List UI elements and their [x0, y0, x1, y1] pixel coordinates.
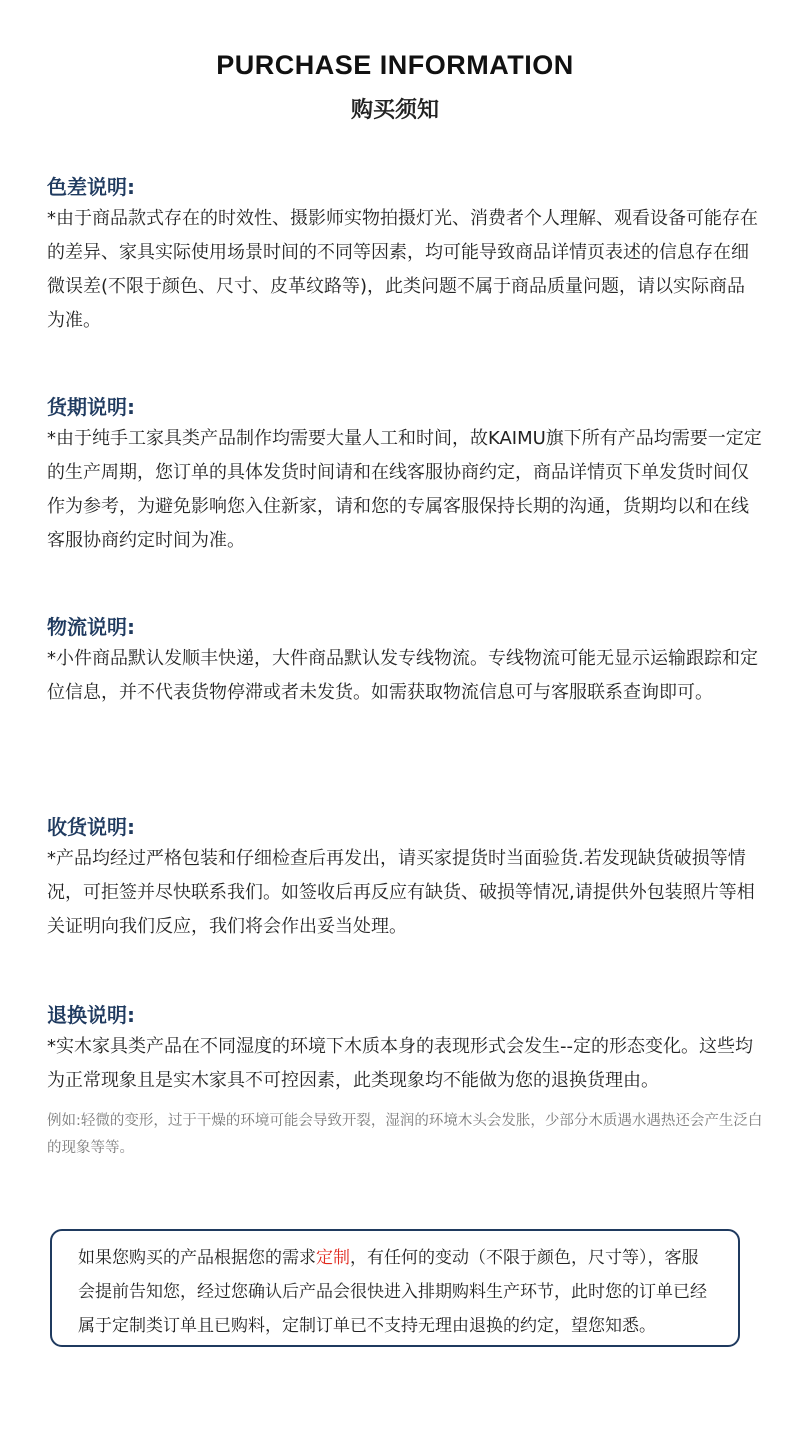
logistics-section: [47, 612, 763, 710]
section-body: *由于商品款式存在的时效性、摄影师实物拍摄灯光、消费者个人理解、观看设备可能存在的差异、家具实际使用场景时间的不同等因素，均可能导致商品详情页表述的信息存在细微误差(不限于颜色、尺寸、皮革纹路等)，此类问题不属于商品质量问题，请以实际商品为准。: [47, 208, 758, 331]
page-title: PURCHASE INFORMATION: [216, 50, 574, 80]
section-heading: 色差说明:: [47, 175, 135, 199]
notice-text-before: 如果您购买的产品根据您的需求: [78, 1248, 316, 1268]
section-heading: 收货说明:: [47, 815, 135, 839]
notice-text: [78, 1241, 714, 1343]
section-body: *实木家具类产品在不同湿度的环境下木质本身的表现形式会发生--定的形态变化。这些均为正常现象且是实木家具不可控因素，此类现象均不能做为您的退换货理由。: [47, 1036, 753, 1091]
color-difference-section: [47, 172, 763, 338]
notice-highlight: 定制: [316, 1248, 350, 1268]
section-body: *由于纯手工家具类产品制作均需要大量人工和时间，故KAIMU旗下所有产品均需要一定定的生产周期，您订单的具体发货时间请和在线客服协商约定，商品详情页下单发货时间仅作为参考，为避免影响您入住新家，请和您的专属客服保持长期的沟通，货期均以和在线客服协商约定时间为准。: [47, 428, 762, 551]
custom-order-notice-box: [50, 1229, 740, 1347]
section-body: *小件商品默认发顺丰快递，大件商品默认发专线物流。专线物流可能无显示运输跟踪和定位信息，并不代表货物停滞或者未发货。如需获取物流信息可与客服联系查询即可。: [47, 648, 758, 703]
section-heading: 退换说明:: [47, 1003, 135, 1027]
section-body: *产品均经过严格包装和仔细检查后再发出，请买家提货时当面验货.若发现缺货破损等情况，可拒签并尽快联系我们。如签收后再反应有缺货、破损等情况,请提供外包装照片等相关证明向我们反应，我们将会作出妥当处理。: [47, 848, 755, 937]
delivery-time-section: [47, 392, 763, 558]
section-heading: 物流说明:: [47, 615, 135, 639]
section-note: 例如:轻微的变形，过于干燥的环境可能会导致开裂，湿润的环境木头会发胀，少部分木质遇水遇热还会产生泛白的现象等等。: [47, 1113, 763, 1156]
return-exchange-section: [47, 1000, 763, 1162]
page-subtitle: 购买须知: [350, 98, 439, 123]
notice-text-after: ，有任何的变动（不限于颜色，尺寸等），客服会提前告知您，经过您确认后产品会很快进入排期购料生产环节，此时您的订单已经属于定制类订单且已购料，定制订单已不支持无理由退换的约定，望您知悉。: [78, 1248, 707, 1336]
section-heading: 货期说明:: [47, 395, 135, 419]
receipt-section: [47, 812, 763, 944]
